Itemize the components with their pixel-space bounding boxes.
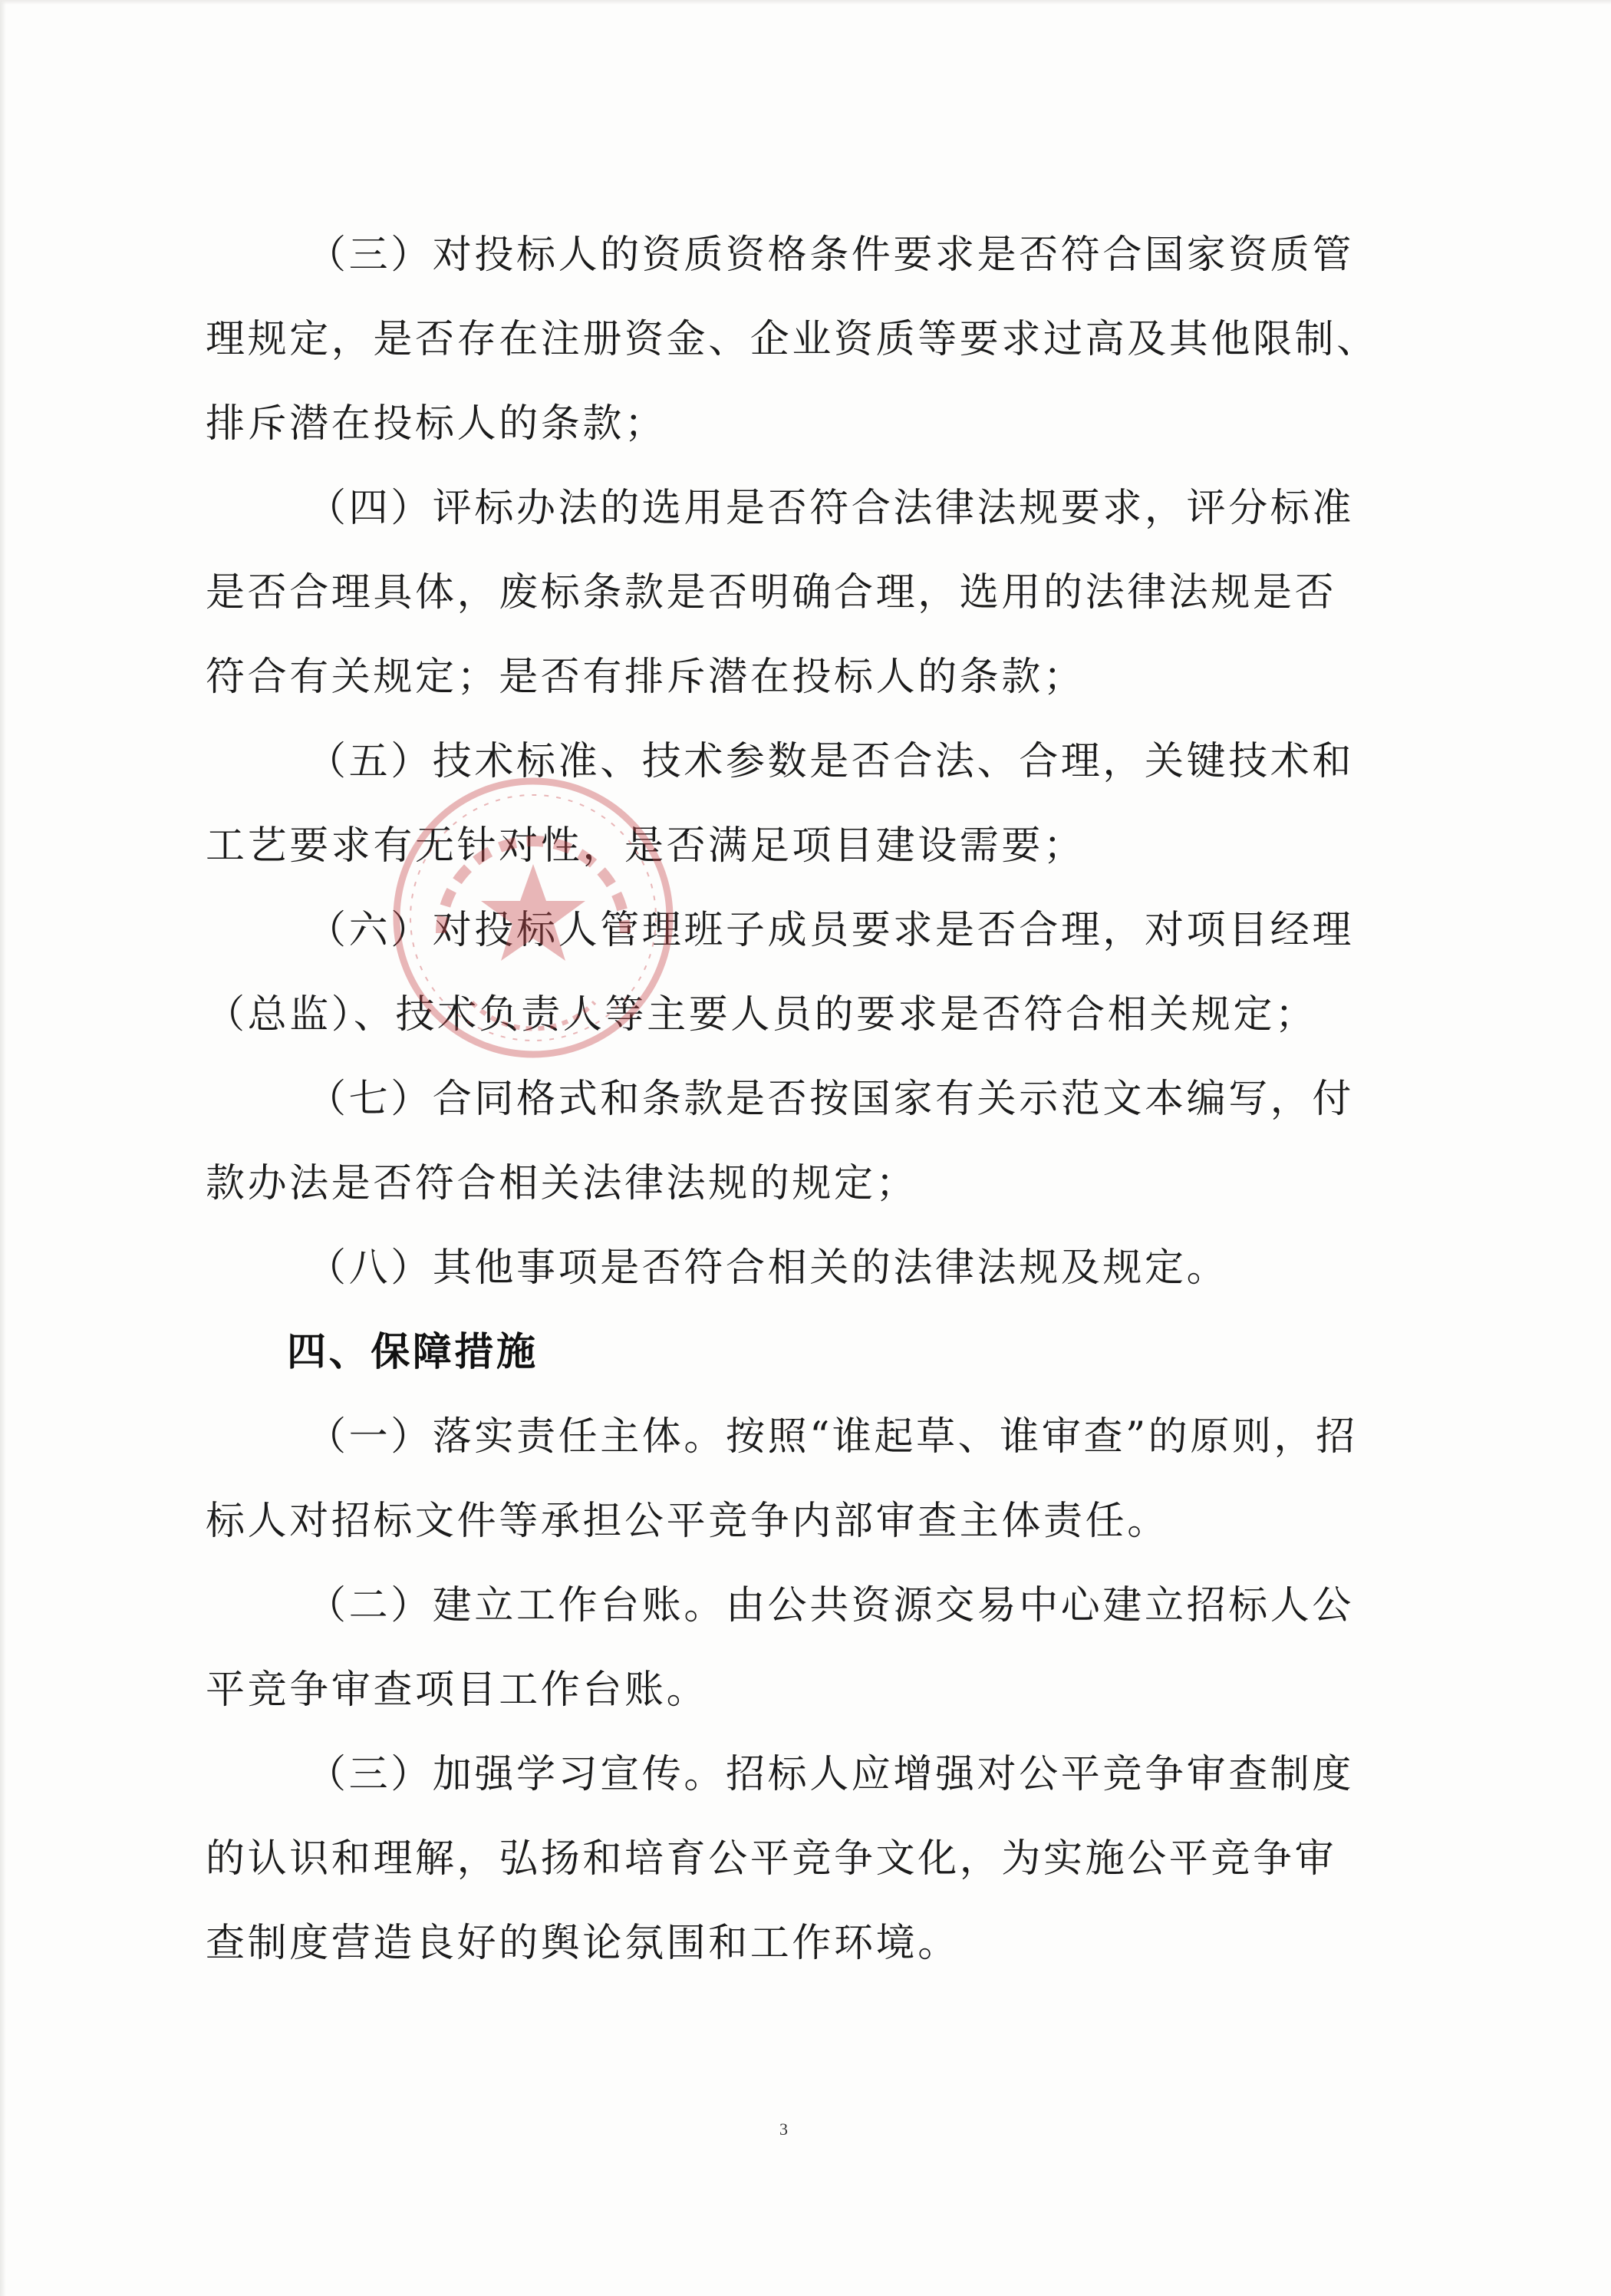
text-line: 是否合理具体，废标条款是否明确合理，选用的法律法规是否	[206, 570, 1337, 615]
section-heading: 四、保障措施	[287, 1330, 539, 1375]
review-item-8	[206, 1226, 1372, 1311]
text-line: （八）其他事项是否符合相关的法律法规及规定。	[307, 1245, 1229, 1291]
text-line: （四）评标办法的选用是否符合法律法规要求，评分标准	[307, 486, 1355, 531]
text-line: 排斥潜在投标人的条款；	[206, 401, 667, 447]
text-line: （六）对投标人管理班子成员要求是否合理，对项目经理	[307, 908, 1355, 953]
review-item-5	[206, 720, 1372, 889]
text-line: 款办法是否符合相关法律法规的规定；	[206, 1161, 918, 1206]
text-line: （七）合同格式和条款是否按国家有关示范文本编写，付	[307, 1077, 1355, 1122]
page-edge-shadow	[0, 0, 6, 2296]
text-line: 标人对招标文件等承担公平竞争内部审查主体责任。	[206, 1499, 1169, 1544]
review-item-7	[206, 1057, 1372, 1226]
page-top-shadow	[0, 0, 1611, 5]
text-line: 符合有关规定；是否有排斥潜在投标人的条款；	[206, 655, 1086, 700]
measure-item-3	[206, 1733, 1372, 1986]
text-line: 查制度营造良好的舆论氛围和工作环境。	[206, 1921, 960, 1966]
text-line: （五）技术标准、技术参数是否合法、合理，关键技术和	[307, 739, 1355, 784]
text-line: 理规定，是否存在注册资金、企业资质等要求过高及其他限制、	[206, 317, 1379, 362]
text-line: （总监）、技术负责人等主要人员的要求是否符合相关规定；	[206, 992, 1317, 1037]
page-number: 3	[779, 2120, 788, 2139]
text-line: 的认识和理解，弘扬和培育公平竞争文化，为实施公平竞争审	[206, 1836, 1337, 1882]
text-line: （二）建立工作台账。由公共资源交易中心建立招标人公	[307, 1583, 1355, 1628]
measure-item-1	[206, 1395, 1372, 1564]
document-body	[206, 213, 1379, 1986]
text-line: （三）加强学习宣传。招标人应增强对公平竞争审查制度	[307, 1752, 1355, 1797]
measure-item-2	[206, 1564, 1372, 1733]
review-item-3	[206, 213, 1379, 467]
text-line: （三）对投标人的资质资格条件要求是否符合国家资质管	[307, 233, 1355, 278]
text-line: 工艺要求有无针对性，是否满足项目建设需要；	[206, 823, 1086, 869]
review-item-6	[206, 889, 1372, 1057]
text-line: （一）落实责任主体。按照“谁起草、谁审查”的原则，招	[307, 1414, 1358, 1460]
review-item-4	[206, 467, 1372, 720]
text-line: 平竞争审查项目工作台账。	[206, 1668, 709, 1713]
